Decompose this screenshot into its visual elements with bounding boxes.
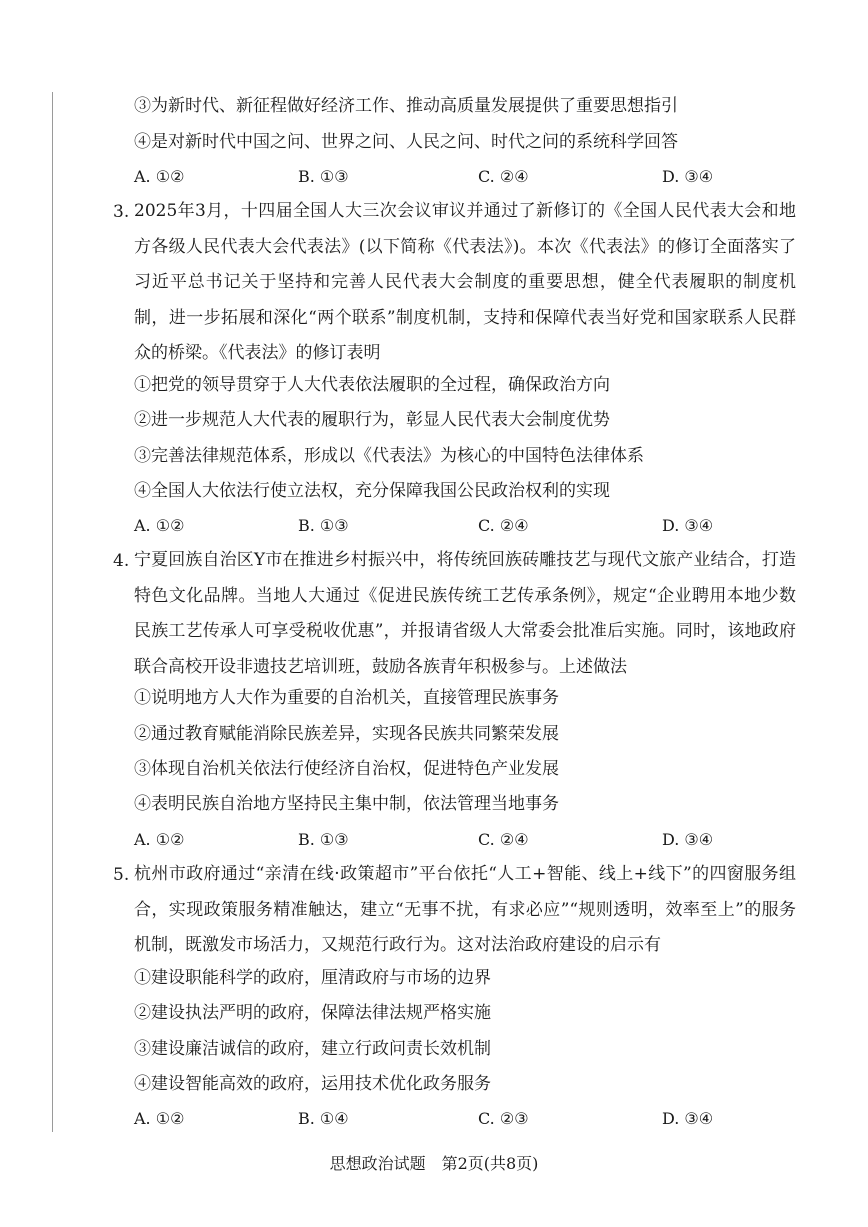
q4-option-a: A. ①②	[134, 830, 185, 849]
q2-option-d: D. ③④	[662, 167, 714, 186]
q4-item-2: ②通过教育赋能消除民族差异，实现各民族共同繁荣发展	[134, 724, 559, 744]
page-footer: 思想政治试题 第2页(共8页)	[329, 1154, 539, 1173]
q2-item-3: ③为新时代、新征程做好经济工作、推动高质量发展提供了重要思想指引	[134, 96, 678, 116]
q2-option-c: C. ②④	[478, 167, 529, 186]
q3-item-2: ②进一步规范人大代表的履职行为，彰显人民代表大会制度优势	[134, 410, 610, 430]
q4-item-4: ④表明民族自治地方坚持民主集中制，依法管理当地事务	[134, 794, 559, 814]
q3-option-d: D. ③④	[662, 516, 714, 535]
q3-option-a: A. ①②	[134, 516, 185, 535]
q4-option-b: B. ①③	[298, 830, 349, 849]
q5-option-a: A. ①②	[134, 1109, 185, 1128]
q5-item-3: ③建设廉洁诚信的政府，建立行政问责长效机制	[134, 1039, 491, 1059]
q2-item-4: ④是对新时代中国之问、世界之问、人民之问、时代之问的系统科学回答	[134, 132, 678, 152]
q3-item-1: ①把党的领导贯穿于人大代表依法履职的全过程，确保政治方向	[134, 375, 610, 395]
q5-item-2: ②建设执法严明的政府，保障法律法规严格实施	[134, 1003, 491, 1023]
q3-item-3: ③完善法律规范体系，形成以《代表法》为核心的中国特色法律体系	[134, 446, 644, 466]
q3-stem: 2025年3月，十四届全国人大三次会议审议并通过了新修订的《全国人民代表大会和地方各级人民代表大会代表法》(以下简称《代表法》)。本次《代表法》的修订全面落实了习近平总书记关于坚持和完善人民代表大会制度的重要思想，健全代表履职的制度机制，进一步拓展和深化“两个联系”制度机制，支持和保障代表当好党和国家联系人民群众的桥梁。《代表法》的修订表明	[134, 201, 796, 363]
q5-option-b: B. ①④	[298, 1109, 349, 1128]
q4-item-1: ①说明地方人大作为重要的自治机关，直接管理民族事务	[134, 688, 559, 708]
q4-option-d: D. ③④	[662, 830, 714, 849]
q5-stem: 杭州市政府通过“亲清在线·政策超市”平台依托“人工+智能、线上+线下”的四窗服务组合，实现政策服务精准触达，建立“无事不扰，有求必应”“规则透明，效率至上”的服务机制，既激发市场活力，又规范行政行为。这对法治政府建设的启示有	[134, 864, 796, 955]
q4-option-c: C. ②④	[478, 830, 529, 849]
q4-item-3: ③体现自治机关依法行使经济自治权，促进特色产业发展	[134, 759, 559, 779]
q5-option-c: C. ②③	[478, 1109, 529, 1128]
q3-option-b: B. ①③	[298, 516, 349, 535]
q2-option-b: B. ①③	[298, 167, 349, 186]
q2-option-a: A. ①②	[134, 167, 185, 186]
q3-number: 3.	[113, 202, 130, 222]
q3-item-4: ④全国人大依法行使立法权，充分保障我国公民政治权利的实现	[134, 481, 610, 501]
q4-number: 4.	[113, 551, 130, 571]
q5-item-1: ①建设职能科学的政府，厘清政府与市场的边界	[134, 968, 491, 988]
q5-number: 5.	[113, 865, 130, 885]
q5-option-d: D. ③④	[662, 1109, 714, 1128]
q5-item-4: ④建设智能高效的政府，运用技术优化政务服务	[134, 1074, 491, 1094]
q4-stem: 宁夏回族自治区Y市在推进乡村振兴中，将传统回族砖雕技艺与现代文旅产业结合，打造特色文化品牌。当地人大通过《促进民族传统工艺传承条例》，规定“企业聘用本地少数民族工艺传承人可享受税收优惠”，并报请省级人大常委会批准后实施。同时，该地政府联合高校开设非遗技艺培训班，鼓励各族青年积极参与。上述做法	[134, 550, 796, 677]
q3-option-c: C. ②④	[478, 516, 529, 535]
